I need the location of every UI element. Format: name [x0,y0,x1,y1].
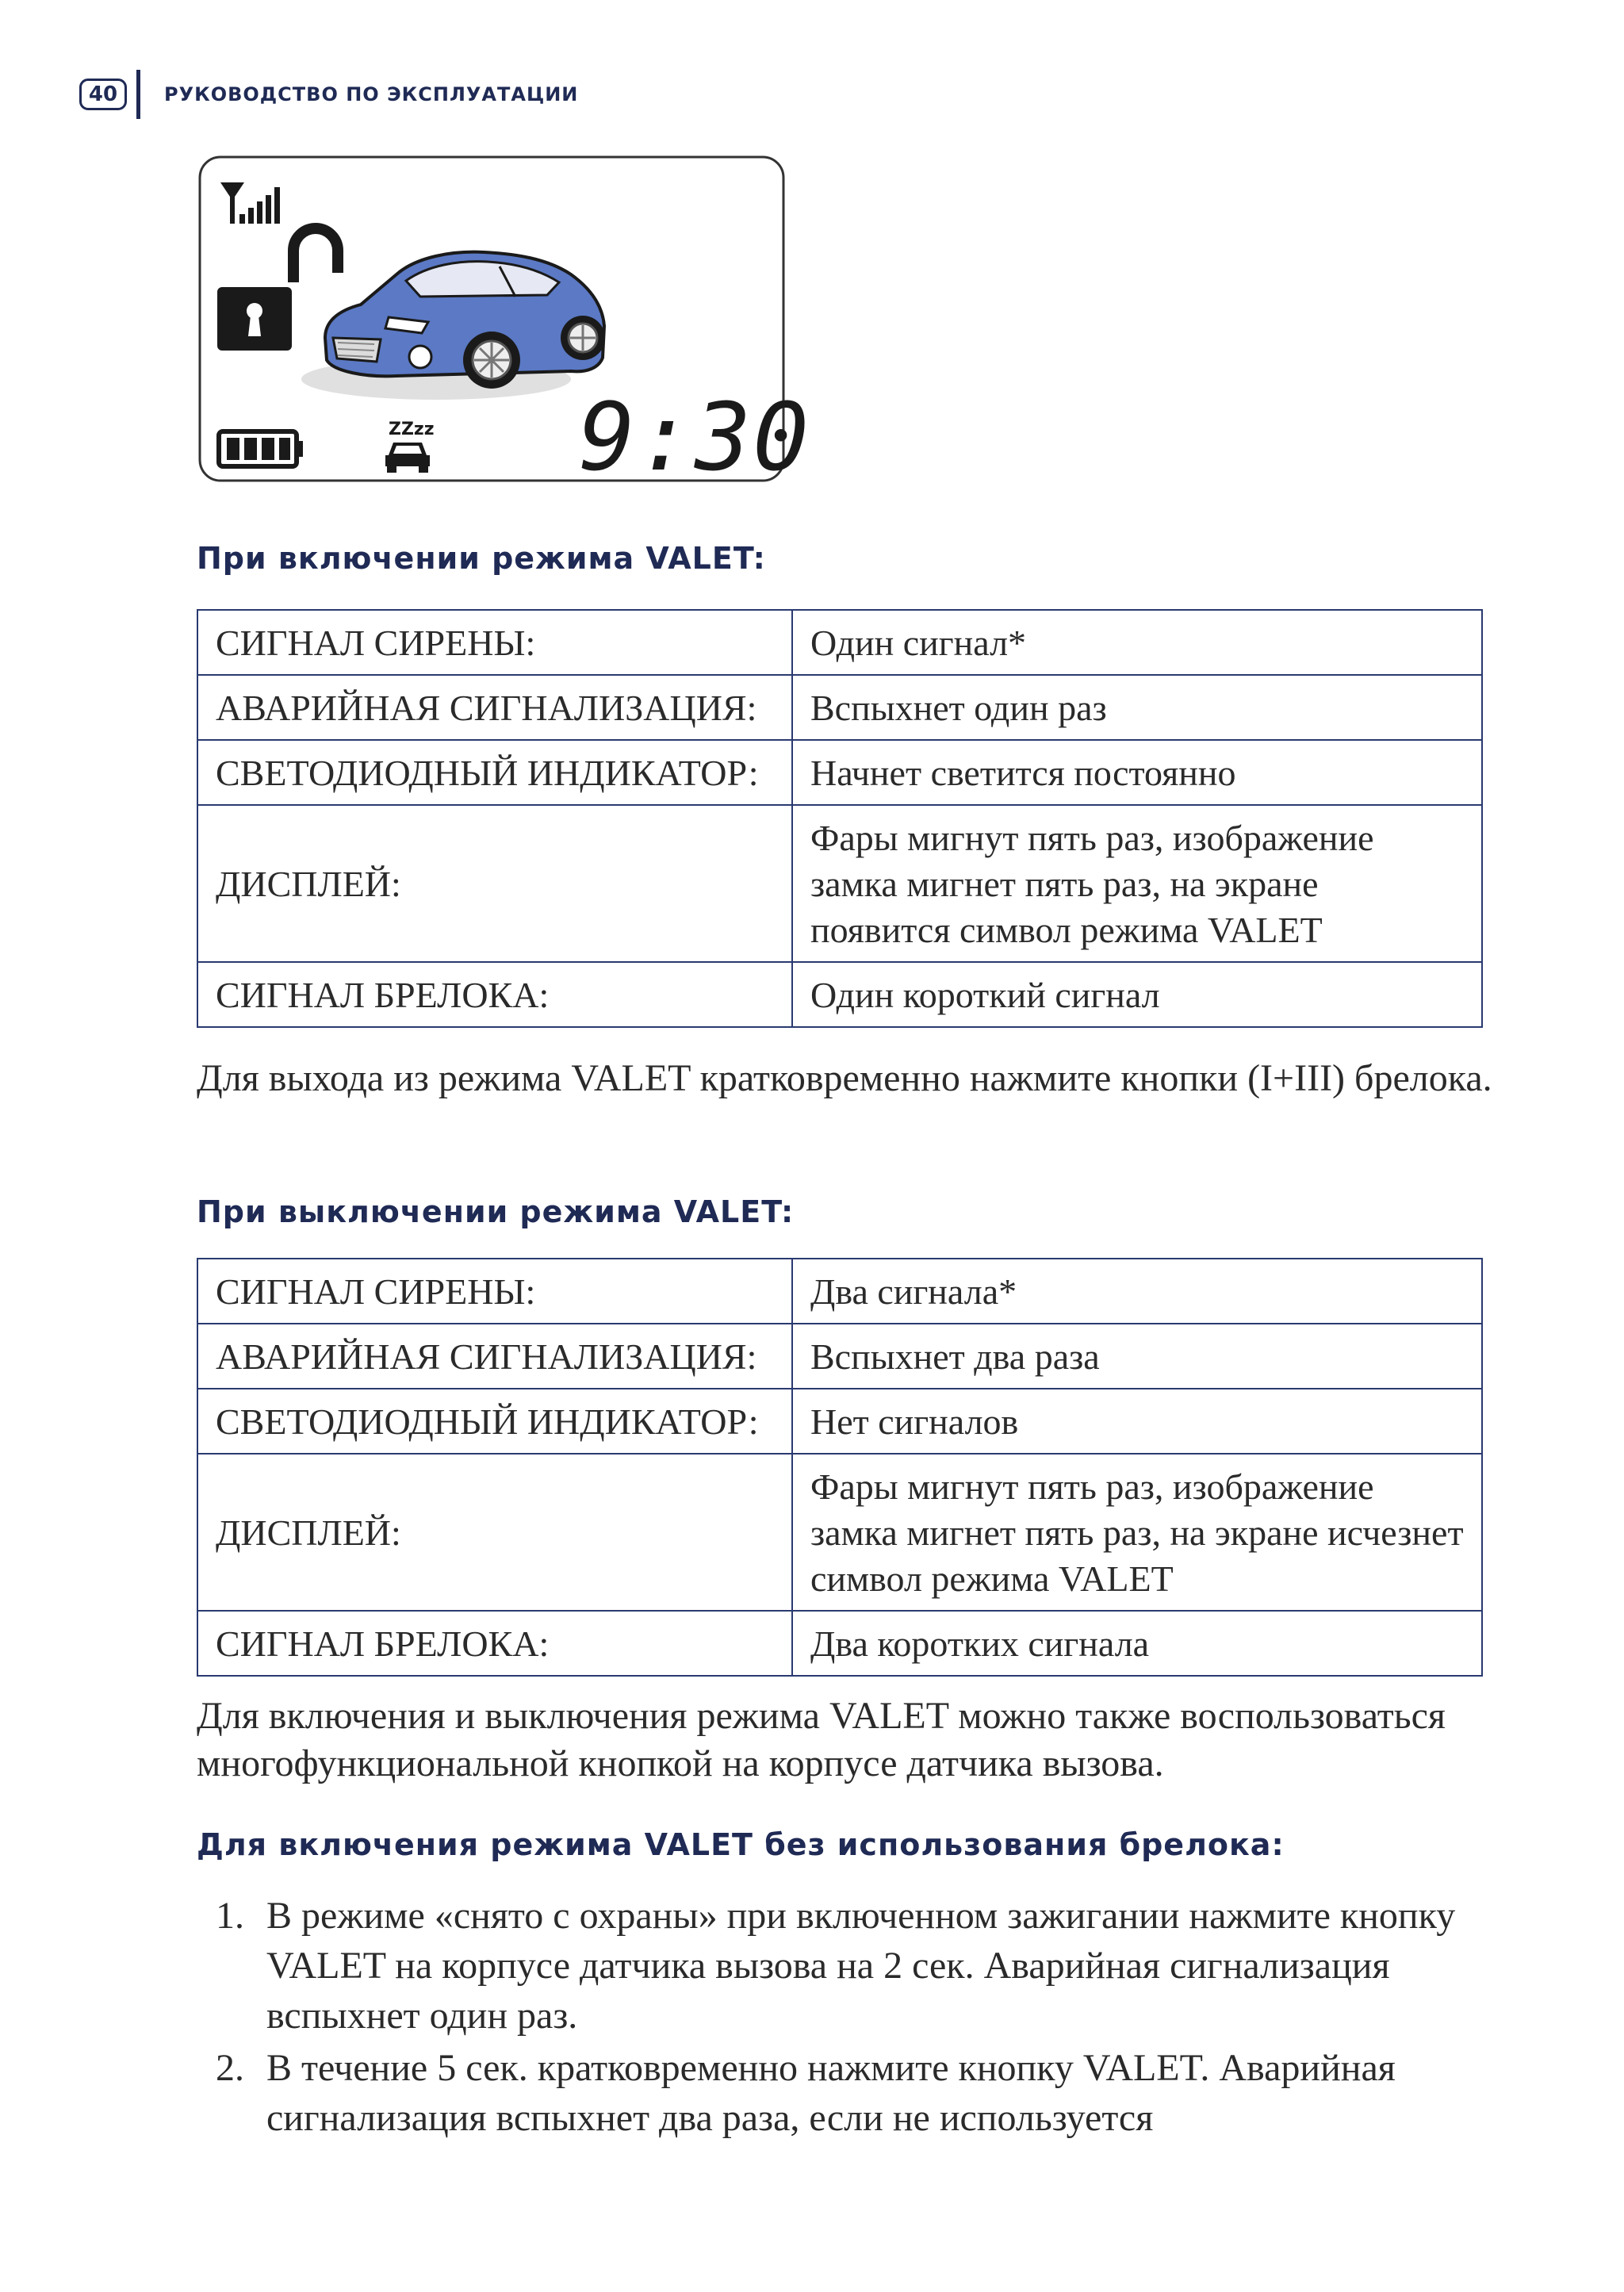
row-value: Два сигнала* [792,1259,1482,1324]
table-row [197,1324,1482,1389]
clock-time: 9:30 [579,382,811,492]
section-on-note: Для выхода из режима VALET кратковременно нажмите кнопки (I+III) брелока. [197,1057,1492,1099]
header-divider [136,70,140,119]
table-row [197,610,1482,675]
row-label: СИГНАЛ СИРЕНЫ: [197,1259,792,1324]
header-title: РУКОВОДСТВО ПО ЭКСПЛУАТАЦИИ [164,83,579,105]
row-value: Фары мигнут пять раз, изображение замка мигнет пять раз, на экране исчезнет символ режима VALET [792,1454,1482,1611]
row-label: АВАРИЙНАЯ СИГНАЛИЗАЦИЯ: [197,675,792,740]
section-on-heading: При включении режима VALET: [197,541,766,576]
row-value: Один сигнал* [792,610,1482,675]
row-label: СВЕТОДИОДНЫЙ ИНДИКАТОР: [197,1389,792,1454]
row-value: Нет сигналов [792,1389,1482,1454]
section-off-note: Для включения и выключения режима VALET можно также воспользоваться многофункциональной кнопкой на корпусе датчика вызова. [197,1695,1446,1784]
list-item [216,2043,1500,2143]
list-item-text: В режиме «снято с охраны» при включенном зажигании нажмите кнопку VALET на корпусе датчика вызова на 2 сек. Аварийная сигнализация вспыхнет один раз. [266,1895,1456,2037]
row-value: Один короткий сигнал [792,962,1482,1027]
section-off-table [197,1258,1483,1677]
section-on-table [197,609,1483,1028]
list-item-text: В течение 5 сек. кратковременно нажмите кнопку VALET. Аварийная сигнализация вспыхнет два раза, если не используется [266,2047,1396,2139]
row-value: Начнет светится постоянно [792,740,1482,805]
row-value: Два коротких сигнала [792,1611,1482,1676]
list-item-number: 1. [216,1895,244,1937]
row-label: ДИСПЛЕЙ: [197,1454,792,1611]
table-row [197,1259,1482,1324]
section-off-heading: При выключении режима VALET: [197,1194,795,1229]
row-value: Вспыхнет один раз [792,675,1482,740]
table-row [197,740,1482,805]
page-header [79,70,578,119]
table-row [197,675,1482,740]
row-label: СИГНАЛ СИРЕНЫ: [197,610,792,675]
table-row [197,1389,1482,1454]
row-value: Вспыхнет два раза [792,1324,1482,1389]
row-label: СВЕТОДИОДНЫЙ ИНДИКАТОР: [197,740,792,805]
row-label: АВАРИЙНАЯ СИГНАЛИЗАЦИЯ: [197,1324,792,1389]
table-row [197,805,1482,962]
section-nofob-heading: Для включения режима VALET без использования брелока: [197,1827,1285,1862]
list-item [216,1891,1500,2041]
lcd-display-illustration [198,155,811,492]
sleep-text: ZZzz [389,420,435,439]
table-row [197,962,1482,1027]
row-label: ДИСПЛЕЙ: [197,805,792,962]
row-label: СИГНАЛ БРЕЛОКА: [197,962,792,1027]
row-label: СИГНАЛ БРЕЛОКА: [197,1611,792,1676]
page-number: 40 [79,79,127,110]
row-value: Фары мигнут пять раз, изображение замка мигнет пять раз, на экране появится символ режима VALET [792,805,1482,962]
table-row [197,1454,1482,1611]
list-item-number: 2. [216,2047,244,2089]
table-row [197,1611,1482,1676]
